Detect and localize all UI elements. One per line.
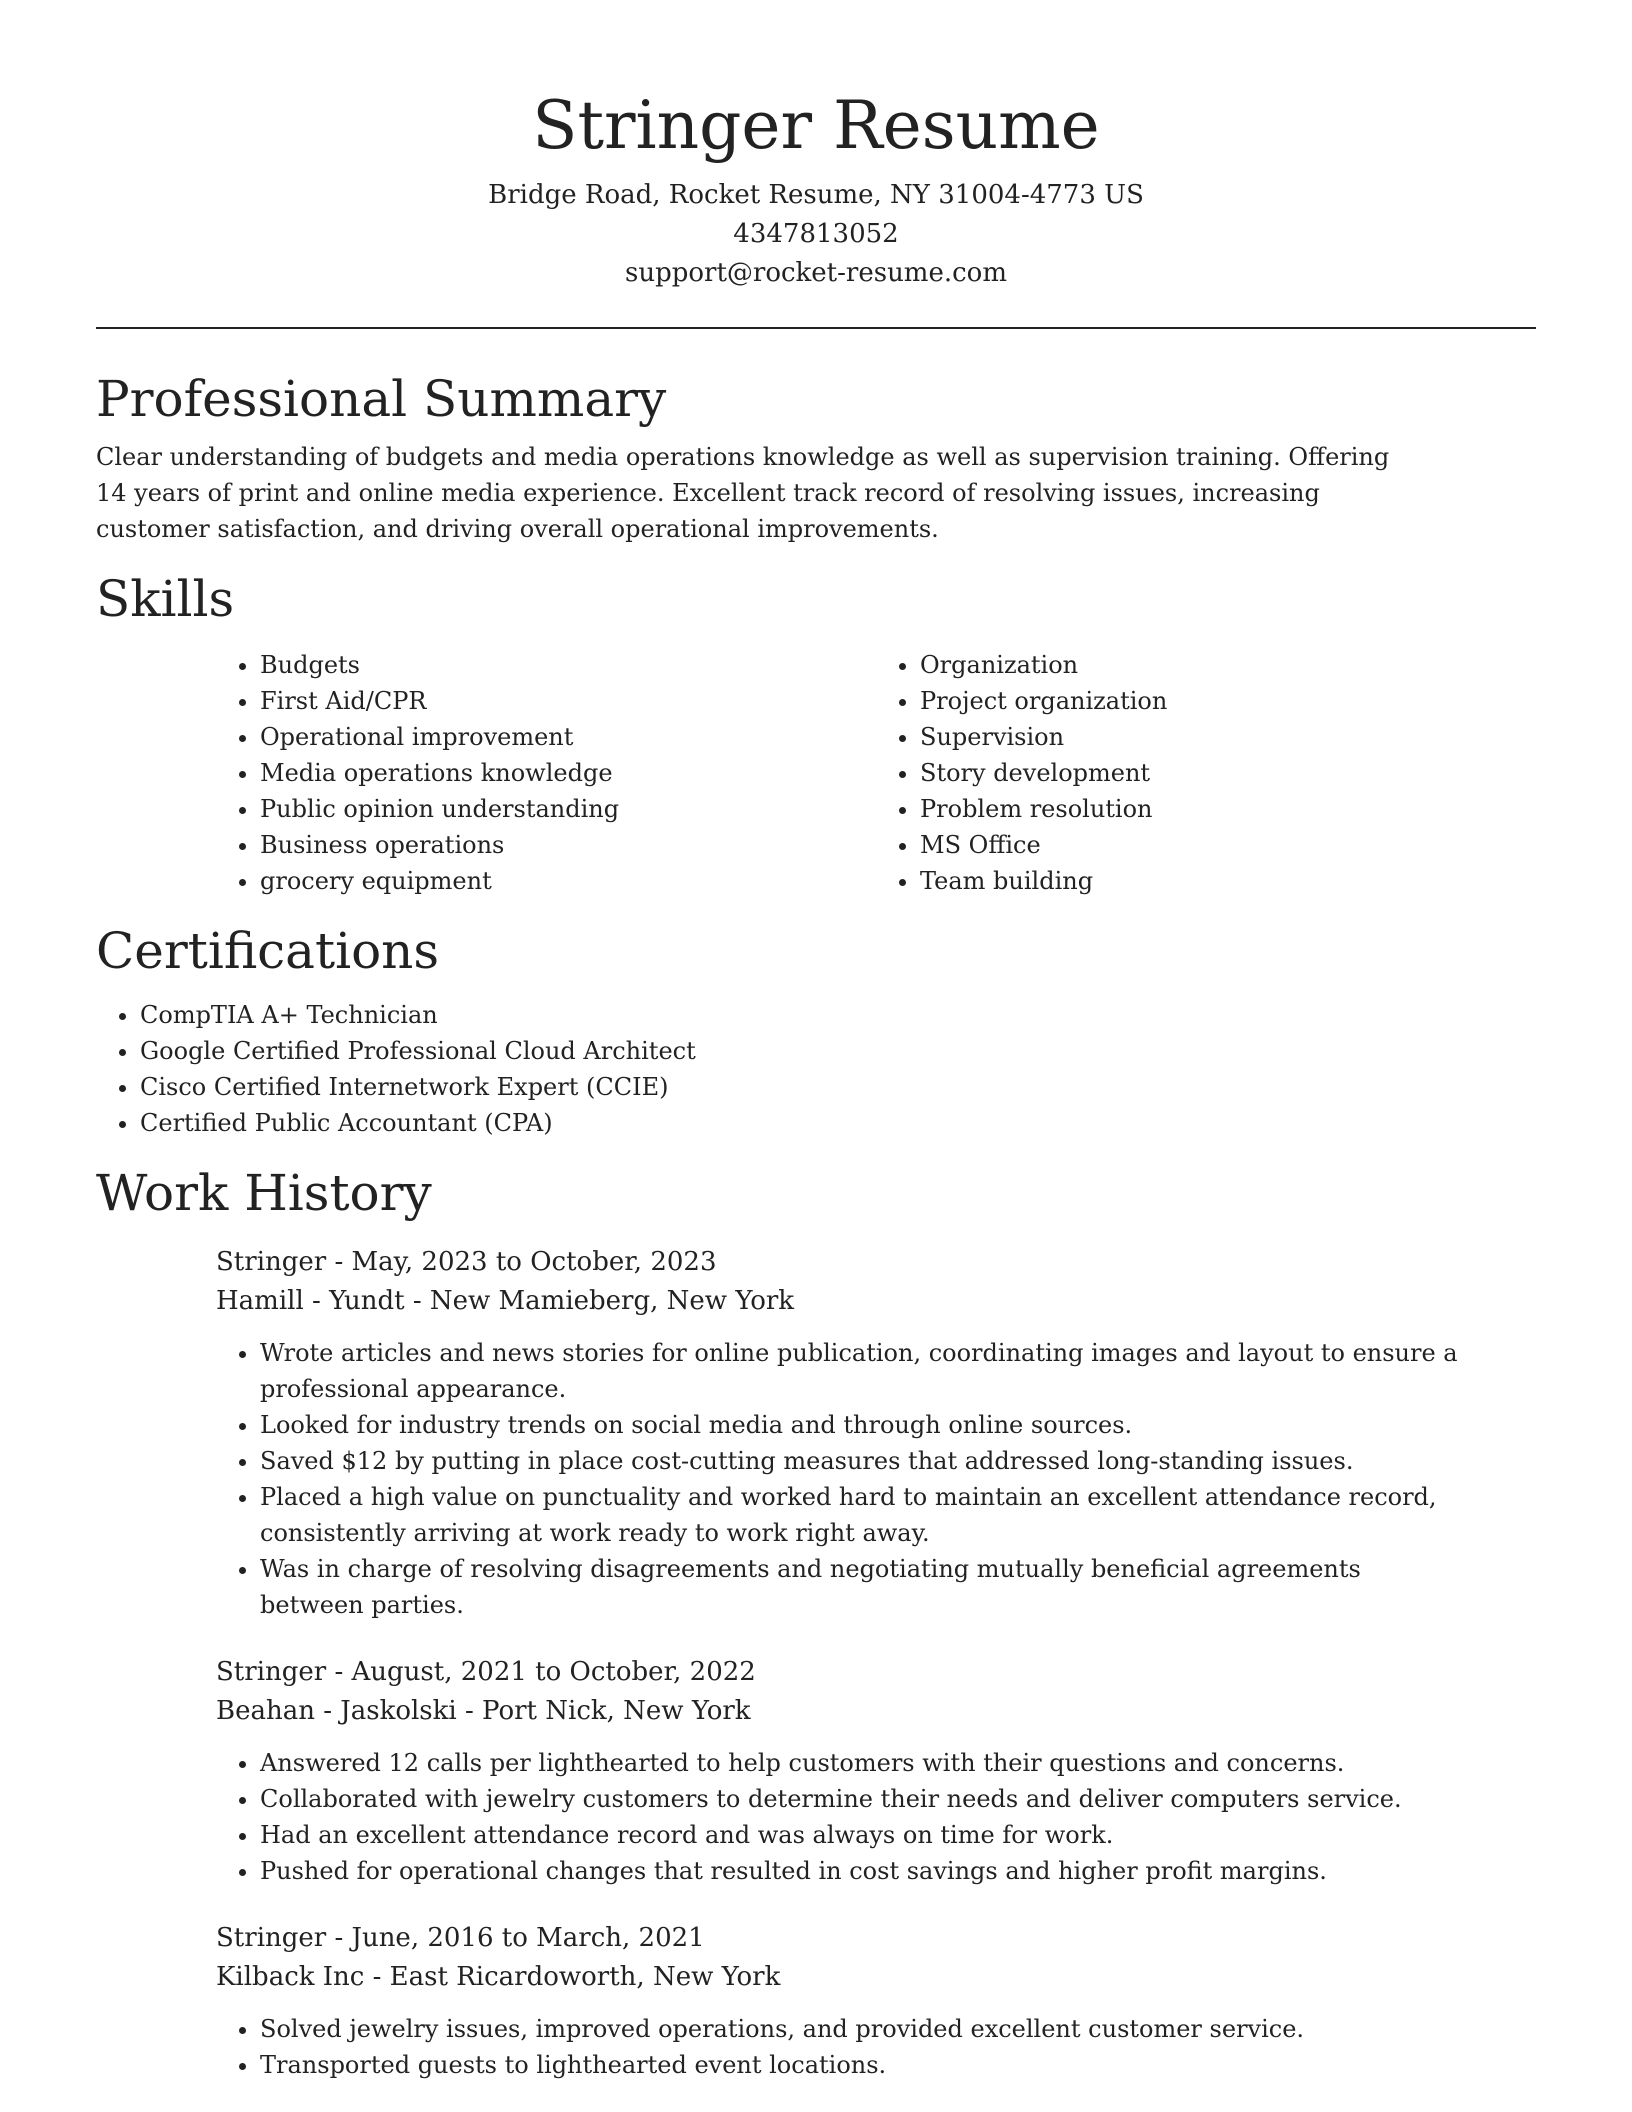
list-item: • Story development — [920, 755, 1536, 791]
summary-text: Clear understanding of budgets and media operations knowledge as well as supervision training. Offering 14 years of print and online media experience. Excellent track record of resolving issues, increasing customer satisfaction, and driving overall operational improvements. — [96, 443, 1390, 543]
job-entry — [216, 1919, 1536, 2083]
list-item: • Media operations knowledge — [260, 755, 876, 791]
list-item: • Supervision — [920, 719, 1536, 755]
summary-section — [96, 369, 1536, 547]
job-title-line: Stringer - May, 2023 to October, 2023 — [216, 1247, 717, 1277]
list-item: • Solved jewelry issues, improved operations, and provided excellent customer service. — [260, 2011, 1460, 2047]
certifications-section — [96, 921, 1536, 1141]
job-company-line: Beahan - Jaskolski - Port Nick, New York — [216, 1696, 751, 1726]
contact-block — [96, 176, 1536, 293]
job-bullets — [216, 2011, 1536, 2083]
skills-list-left — [216, 647, 876, 899]
list-item: • Collaborated with jewelry customers to determine their needs and deliver computers service. — [260, 1781, 1460, 1817]
list-item: • Transported guests to lighthearted event locations. — [260, 2047, 1460, 2083]
list-item: • Budgets — [260, 647, 876, 683]
list-item: • Cisco Certified Internetwork Expert (CCIE) — [140, 1069, 1536, 1105]
work-history-heading: Work History — [96, 1164, 432, 1222]
contact-address: Bridge Road, Rocket Resume, NY 31004-4773 US — [488, 180, 1144, 210]
job-company-line: Kilback Inc - East Ricardoworth, New York — [216, 1962, 781, 1992]
job-title-line: Stringer - August, 2021 to October, 2022 — [216, 1657, 756, 1687]
job-bullets — [216, 1745, 1536, 1889]
job-company-line: Hamill - Yundt - New Mamieberg, New York — [216, 1286, 795, 1316]
list-item: • First Aid/CPR — [260, 683, 876, 719]
skills-list-right — [876, 647, 1536, 899]
job-entry — [216, 1243, 1536, 1623]
list-item: • Problem resolution — [920, 791, 1536, 827]
work-history-section — [96, 1163, 1536, 2083]
job-entry — [216, 1653, 1536, 1889]
list-item: • Operational improvement — [260, 719, 876, 755]
list-item: • Saved $12 by putting in place cost-cutting measures that addressed long-standing issues. — [260, 1443, 1460, 1479]
certifications-heading: Certifications — [96, 922, 440, 980]
resume-header — [96, 0, 1536, 293]
resume-name: Stringer Resume — [532, 87, 1100, 164]
contact-email: support@rocket-resume.com — [624, 258, 1007, 288]
list-item: • Looked for industry trends on social media and through online sources. — [260, 1407, 1460, 1443]
skills-heading: Skills — [96, 570, 235, 628]
resume-page — [96, 0, 1536, 2083]
list-item: • Answered 12 calls per lighthearted to help customers with their questions and concerns. — [260, 1745, 1460, 1781]
list-item: • grocery equipment — [260, 863, 876, 899]
list-item: • Certified Public Accountant (CPA) — [140, 1105, 1536, 1141]
job-title-line: Stringer - June, 2016 to March, 2021 — [216, 1923, 705, 1953]
list-item: • Team building — [920, 863, 1536, 899]
list-item: • Was in charge of resolving disagreements and negotiating mutually beneficial agreements between parties. — [260, 1551, 1460, 1623]
header-divider — [96, 327, 1536, 329]
list-item: • MS Office — [920, 827, 1536, 863]
list-item: • Business operations — [260, 827, 876, 863]
list-item: • CompTIA A+ Technician — [140, 997, 1536, 1033]
list-item: • Google Certified Professional Cloud Architect — [140, 1033, 1536, 1069]
list-item: • Public opinion understanding — [260, 791, 876, 827]
job-bullets — [216, 1335, 1536, 1623]
summary-heading: Professional Summary — [96, 370, 667, 428]
contact-phone: 4347813052 — [733, 219, 899, 249]
list-item: • Organization — [920, 647, 1536, 683]
list-item: • Project organization — [920, 683, 1536, 719]
list-item: • Had an excellent attendance record and was always on time for work. — [260, 1817, 1460, 1853]
list-item: • Wrote articles and news stories for online publication, coordinating images and layout to ensure a professional appearance. — [260, 1335, 1460, 1407]
skills-section — [96, 569, 1536, 899]
list-item: • Placed a high value on punctuality and worked hard to maintain an excellent attendance record, consistently arriving at work ready to work right away. — [260, 1479, 1460, 1551]
list-item: • Pushed for operational changes that resulted in cost savings and higher profit margins. — [260, 1853, 1460, 1889]
certifications-list — [96, 997, 1536, 1141]
skills-grid — [216, 647, 1536, 899]
